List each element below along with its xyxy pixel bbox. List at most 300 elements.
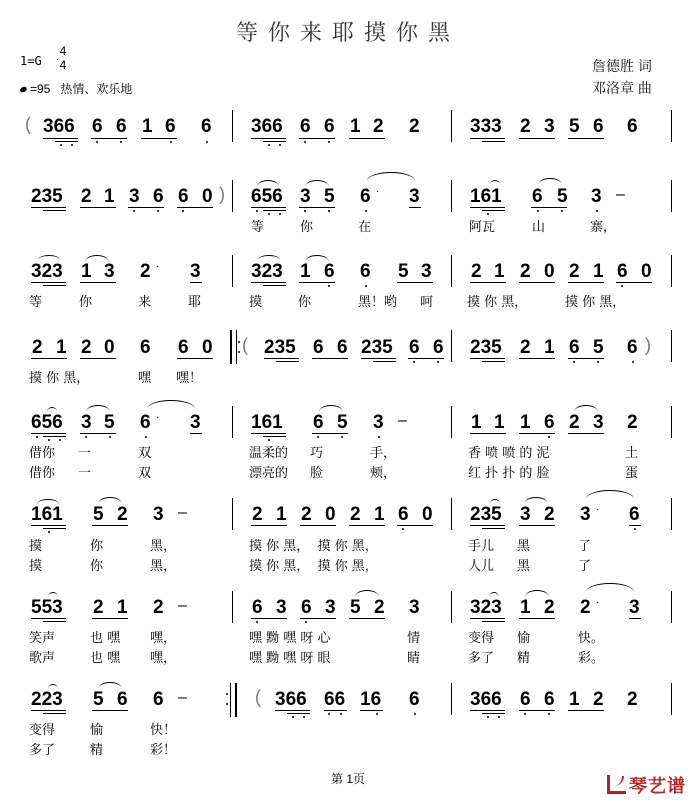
underline	[482, 621, 505, 622]
lyric-verse1: 黑，	[150, 539, 177, 554]
lyric-verse1: 你	[90, 539, 104, 554]
underline	[251, 282, 286, 283]
note: 6	[178, 337, 189, 358]
repeat-start-barline	[230, 330, 237, 364]
lyric: 嘿！	[176, 371, 203, 386]
underline	[349, 138, 385, 139]
note: 5	[104, 412, 115, 433]
low-dot	[96, 141, 98, 143]
note: 1	[300, 261, 311, 282]
low-dot	[317, 436, 319, 438]
note: 6	[300, 116, 311, 137]
expression-text: 热情、欢乐地	[60, 82, 133, 96]
note: 5	[324, 186, 335, 207]
note: 3	[190, 261, 201, 282]
low-dot	[85, 436, 87, 438]
underline	[312, 433, 348, 434]
lyric: 呵	[420, 295, 434, 310]
note: 1	[104, 186, 115, 207]
note: 3	[421, 261, 432, 282]
note: 1	[520, 597, 531, 618]
low-dot	[537, 210, 539, 212]
lyric: 嘿	[138, 371, 152, 386]
note: 0	[325, 504, 336, 525]
note: 2	[580, 597, 591, 618]
barline	[451, 110, 452, 142]
note: 6	[313, 412, 324, 433]
underline	[31, 282, 66, 283]
low-dot	[596, 210, 598, 212]
lyric-verse2: 嘿，	[150, 651, 177, 666]
lyric-verse2: 了	[578, 559, 592, 574]
underline	[397, 282, 433, 283]
repeat-dot	[238, 341, 240, 343]
low-dot	[561, 210, 563, 212]
underline	[361, 358, 396, 359]
underline	[263, 436, 286, 437]
underline	[92, 525, 128, 526]
underline	[31, 207, 66, 208]
lyric-verse2: 蛋	[625, 466, 639, 481]
underline	[287, 713, 310, 714]
augmentation-dot: ·	[156, 412, 160, 423]
low-dot	[328, 285, 330, 287]
underline	[92, 710, 128, 711]
slur	[86, 405, 110, 412]
low-dot	[182, 210, 184, 212]
low-dot	[548, 436, 550, 438]
underline	[300, 525, 336, 526]
note: 1	[544, 337, 555, 358]
low-dot	[304, 210, 306, 212]
underline	[482, 361, 505, 362]
underline	[141, 138, 177, 139]
note: 6	[360, 261, 371, 282]
note: 2	[252, 504, 263, 525]
note: 6	[140, 337, 151, 358]
note: 1	[593, 261, 604, 282]
augmentation-dot: ·	[596, 597, 600, 608]
lyric-verse2: 红 扑 扑 的 脸	[468, 466, 550, 481]
underline	[31, 433, 66, 434]
lyric-verse2: 也 嘿	[90, 651, 121, 666]
lyric-verse1: 一	[78, 446, 92, 461]
note: 1	[569, 689, 580, 710]
note-pair: 66	[324, 689, 346, 710]
lyric-verse2: 脸	[310, 466, 324, 481]
underline	[80, 207, 116, 208]
lyric: 耶	[188, 295, 202, 310]
underline	[263, 285, 286, 286]
lyric-verse1: 也 嘿	[90, 631, 121, 646]
note-group: 161	[251, 412, 283, 433]
note-group: 366	[43, 116, 75, 137]
underline	[568, 710, 604, 711]
lyric-verse2: 黑	[517, 559, 531, 574]
underline	[629, 618, 641, 619]
underline	[264, 358, 299, 359]
note: 1	[350, 116, 361, 137]
note: 1	[276, 504, 287, 525]
lyric-verse2: 借你	[29, 466, 56, 481]
underline	[299, 138, 335, 139]
underline	[482, 141, 505, 142]
note: 1	[471, 412, 482, 433]
barline	[451, 330, 452, 362]
low-dot	[303, 716, 305, 718]
note-group: 323	[470, 597, 502, 618]
open-paren: (	[255, 687, 261, 707]
barline	[451, 180, 452, 212]
barline	[232, 406, 233, 438]
note: 6	[116, 116, 127, 137]
lyric-verse1: 变得	[29, 723, 56, 738]
lyric-verse2: 彩！	[150, 743, 177, 758]
note: 6	[544, 689, 555, 710]
key-signature: 1=G	[20, 54, 42, 68]
underline	[276, 361, 299, 362]
barline	[451, 406, 452, 438]
lyric-verse2: 睛	[407, 651, 421, 666]
slur	[258, 255, 280, 260]
lyric-verse2: 摸 你 黑， 摸 你 黑，	[249, 559, 378, 574]
underline	[616, 282, 652, 283]
lyric: 摸 你 黑，	[565, 295, 626, 310]
note-group: 235	[470, 337, 502, 358]
low-dot	[328, 210, 330, 212]
lyric-verse1: 情	[407, 631, 421, 646]
lyric: 阿瓦	[469, 220, 496, 235]
lyric: 你	[300, 220, 314, 235]
underline	[43, 621, 66, 622]
lyric-verse1: 手儿	[468, 539, 495, 554]
note: 2	[627, 412, 638, 433]
note: 3	[520, 504, 531, 525]
underline	[482, 210, 505, 211]
low-dot	[378, 436, 380, 438]
lyric-verse1: 土	[625, 446, 639, 461]
low-dot	[48, 531, 50, 533]
note: 3	[544, 116, 555, 137]
augmentation-dot: ·	[376, 186, 380, 197]
slur	[586, 490, 634, 499]
site-logo[interactable]	[607, 772, 686, 798]
note-group: 235	[31, 186, 63, 207]
extension-dash: –	[616, 186, 625, 203]
slur	[98, 682, 122, 689]
underline	[312, 358, 348, 359]
note: 2	[81, 337, 92, 358]
low-dot	[634, 528, 636, 530]
note: 6	[153, 689, 164, 710]
low-dot	[487, 716, 489, 718]
underline	[43, 528, 66, 529]
lyric-verse2: 摸	[29, 559, 43, 574]
underline	[470, 710, 505, 711]
note: 0	[202, 186, 213, 207]
barline	[451, 683, 452, 715]
note: 1	[56, 337, 67, 358]
note: 6	[301, 597, 312, 618]
underline	[128, 207, 164, 208]
repeat-dot	[238, 351, 240, 353]
slur	[319, 405, 343, 412]
lyric-verse2: 彩。	[578, 651, 605, 666]
underline	[629, 525, 641, 526]
lyric-verse1: 嘿，	[150, 631, 177, 646]
fraction-bar	[57, 59, 58, 60]
underline	[80, 282, 116, 283]
note: 3	[591, 186, 602, 207]
barline	[451, 498, 452, 530]
lyric-verse2: 你	[90, 559, 104, 574]
lyric: 来	[138, 295, 152, 310]
note-group: 161	[31, 504, 63, 525]
note: 6	[324, 261, 335, 282]
lyric-verse2: 多了	[468, 651, 495, 666]
underline	[55, 141, 78, 142]
note: 6	[409, 337, 420, 358]
underline	[300, 618, 336, 619]
barline	[671, 591, 672, 623]
note: 6	[92, 116, 103, 137]
repeat-dot	[226, 703, 228, 705]
underline	[190, 433, 202, 434]
slur	[355, 590, 379, 597]
underline	[299, 282, 335, 283]
note: 6	[337, 337, 348, 358]
note-group: 161	[470, 186, 502, 207]
lyric: 在	[358, 220, 372, 235]
note-group: 366	[251, 116, 283, 137]
note: 2	[117, 504, 128, 525]
underline	[177, 207, 213, 208]
note: 2	[374, 597, 385, 618]
underline	[43, 138, 78, 139]
underline	[568, 358, 604, 359]
underline	[470, 433, 506, 434]
tempo-marking	[20, 80, 132, 97]
underline	[349, 525, 385, 526]
slur	[38, 255, 60, 260]
note: 1	[494, 261, 505, 282]
underline	[177, 358, 213, 359]
underline	[519, 433, 555, 434]
note-group: 553	[31, 597, 63, 618]
note-group: 235	[264, 337, 296, 358]
lyricist-credit: 詹德胜 词	[592, 58, 652, 74]
low-dot	[48, 439, 50, 441]
note: 6	[140, 412, 151, 433]
note-group: 235	[470, 504, 502, 525]
time-signature-bottom: 4	[59, 58, 67, 72]
barline	[451, 255, 452, 287]
lyric-verse1: 了	[578, 539, 592, 554]
underline	[470, 618, 505, 619]
lyric-verse1: 变得	[468, 631, 495, 646]
note-group: 333	[470, 116, 502, 137]
slur	[490, 180, 500, 185]
low-dot	[621, 285, 623, 287]
note: 3	[300, 186, 311, 207]
note: 2	[140, 261, 151, 282]
repeat-end-barline	[230, 683, 237, 717]
barline	[451, 591, 452, 623]
note: 6	[398, 504, 409, 525]
low-dot	[304, 141, 306, 143]
note: 2	[373, 116, 384, 137]
note: 1	[374, 504, 385, 525]
low-dot	[328, 713, 330, 715]
underline	[43, 210, 66, 211]
lyric-verse1: 快。	[578, 631, 605, 646]
underline	[31, 618, 66, 619]
underline	[397, 525, 433, 526]
slur	[367, 172, 415, 181]
note: 6	[520, 689, 531, 710]
note: 6	[252, 597, 263, 618]
note: 3	[409, 186, 420, 207]
logo-icon	[607, 775, 626, 794]
lyric-verse2: 人儿	[468, 559, 495, 574]
note: 6	[409, 689, 420, 710]
slur	[147, 400, 195, 409]
slur	[524, 497, 548, 504]
note: 6	[433, 337, 444, 358]
open-paren: (	[25, 114, 31, 134]
barline	[232, 498, 233, 530]
note: 2	[569, 412, 580, 433]
quarter-note-icon	[19, 86, 27, 93]
barline	[671, 110, 672, 142]
barline	[671, 330, 672, 362]
barline	[232, 255, 233, 287]
underline	[568, 433, 604, 434]
underline	[519, 710, 555, 711]
low-dot	[256, 621, 258, 623]
note: 2	[520, 116, 531, 137]
lyric-verse2: 漂亮的	[249, 466, 289, 481]
composer-credit: 邓洛章 曲	[592, 80, 652, 96]
underline	[482, 528, 505, 529]
note: 2	[520, 261, 531, 282]
underline	[251, 433, 286, 434]
underline	[482, 713, 505, 714]
underline	[568, 282, 604, 283]
lyric-verse1: 黑	[517, 539, 531, 554]
underline	[519, 282, 555, 283]
barline	[671, 406, 672, 438]
note: 2	[627, 689, 638, 710]
lyric-verse1: 双	[138, 446, 152, 461]
repeat-dot	[226, 693, 228, 695]
low-dot	[268, 439, 270, 441]
note: 3	[190, 412, 201, 433]
lyric-verse1: 借你	[29, 446, 56, 461]
augmentation-dot: ·	[156, 261, 160, 272]
low-dot	[341, 436, 343, 438]
underline	[519, 138, 555, 139]
lyric-verse1: 巧	[310, 446, 324, 461]
low-dot	[268, 213, 270, 215]
low-dot	[109, 436, 111, 438]
note-group: 656	[251, 186, 283, 207]
song-title: 等你来耶摸你黑	[235, 21, 460, 46]
low-dot	[487, 213, 489, 215]
note: 6	[617, 261, 628, 282]
lyric: 黑！哟	[358, 295, 398, 310]
note-group: 366	[275, 689, 307, 710]
note: 3	[593, 412, 604, 433]
underline	[263, 210, 286, 211]
underline	[470, 138, 505, 139]
note: 3	[153, 504, 164, 525]
lyric: 摸	[249, 295, 263, 310]
underline	[470, 282, 506, 283]
low-dot	[170, 141, 172, 143]
underline	[31, 358, 67, 359]
note: 6	[117, 689, 128, 710]
note: 3	[409, 597, 420, 618]
lyric: 等	[29, 295, 43, 310]
underline	[373, 361, 396, 362]
augmentation-dot: ·	[596, 504, 600, 515]
logo-text: 琴艺谱	[629, 776, 686, 796]
note: 2	[409, 116, 420, 137]
note: 0	[422, 504, 433, 525]
barline	[671, 498, 672, 530]
low-dot	[279, 144, 281, 146]
open-paren: (	[242, 335, 248, 355]
low-dot	[120, 141, 122, 143]
lyric-verse2: 精	[517, 651, 531, 666]
underline	[470, 525, 505, 526]
underline	[251, 207, 286, 208]
underline	[408, 358, 444, 359]
slur	[98, 497, 122, 504]
close-paren: )	[645, 335, 651, 355]
underline	[31, 710, 66, 711]
low-dot	[59, 439, 61, 441]
underline	[251, 138, 286, 139]
underline	[43, 285, 66, 286]
low-dot	[292, 716, 294, 718]
time-signature-top: 4	[59, 44, 67, 58]
low-dot	[36, 436, 38, 438]
extension-dash: –	[178, 689, 187, 706]
low-dot	[632, 361, 634, 363]
barline	[232, 110, 233, 142]
underline	[324, 710, 347, 711]
note: 2	[350, 504, 361, 525]
note: 3	[373, 412, 384, 433]
note: 2	[471, 261, 482, 282]
lyric-verse2: 一	[78, 466, 92, 481]
underline	[568, 138, 604, 139]
lyric: 摸 你 黑，	[29, 371, 90, 386]
low-dot	[305, 621, 307, 623]
underline	[80, 358, 116, 359]
note: 6	[201, 116, 212, 137]
underline	[519, 525, 555, 526]
low-dot	[328, 141, 330, 143]
note-group: 656	[31, 412, 63, 433]
note: 2	[153, 597, 164, 618]
barline	[671, 683, 672, 715]
lyric-verse1: 嘿 黝 嘿 呀 心	[249, 631, 331, 646]
note: 2	[520, 337, 531, 358]
lyric-verse1: 笑声	[29, 631, 56, 646]
